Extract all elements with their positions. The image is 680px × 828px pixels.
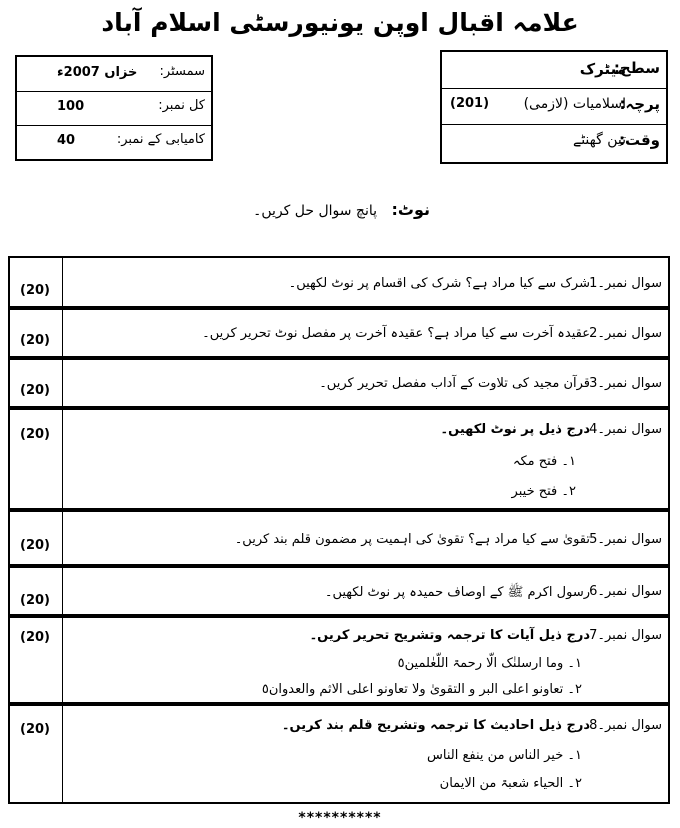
- semester-row: [17, 57, 211, 92]
- note-label: نوٹ:: [391, 200, 430, 219]
- pass-marks-row: [17, 125, 211, 159]
- sub-question: ۱۔ فتح مکہ: [512, 454, 576, 469]
- instructions-note: [253, 200, 430, 219]
- question-text: قرآن مجید کی تلاوت کے آداب مفصل تحریر کریں۔: [319, 376, 590, 391]
- page-title: علامہ اقبال اوپن یونیورسٹی اسلام آباد: [101, 8, 579, 37]
- course-info-box: [440, 50, 668, 164]
- question-marks: (20): [20, 593, 50, 608]
- question-marks: (20): [20, 538, 50, 553]
- question-marks: (20): [20, 283, 50, 298]
- paper-value: اسلامیات (لازمی): [523, 96, 626, 112]
- paper-code: (201): [450, 96, 490, 111]
- question-8: [8, 704, 670, 804]
- exam-info-box: [15, 55, 213, 161]
- question-number: سوال نمبر۔2: [589, 326, 662, 341]
- sub-question: ۱۔ خیر الناس من ینفع الناس: [427, 748, 582, 763]
- level-row: [442, 52, 666, 89]
- question-number: سوال نمبر۔4: [589, 422, 662, 437]
- level-value: میٹرک: [579, 60, 626, 78]
- pass-marks-value: 40: [57, 133, 76, 148]
- total-marks-label: کل نمبر:: [158, 98, 205, 113]
- paper-row: [442, 88, 666, 125]
- question-7: [8, 616, 670, 704]
- footer-stars: **********: [298, 810, 382, 826]
- question-3: [8, 358, 670, 408]
- question-text: درج ذیل آیات کا ترجمہ وتشریح تحریر کریں۔: [309, 628, 590, 643]
- total-marks-row: [17, 91, 211, 126]
- question-5: [8, 510, 670, 566]
- sub-question: ۲۔ الحیاء شعبۃ من الایمان: [439, 776, 582, 791]
- question-1: [8, 256, 670, 308]
- question-marks: (20): [20, 427, 50, 442]
- question-text: رسول اکرم ﷺ کے اوصاف حمیدہ پر نوٹ لکھیں۔: [324, 585, 590, 600]
- question-number: سوال نمبر۔6: [589, 584, 662, 599]
- sub-question: ۲۔ تعاونو اعلی البر و التقویٰ ولا تعاونو اعلی الاثم والعدوان٥: [261, 682, 582, 697]
- question-number: سوال نمبر۔1: [589, 276, 662, 291]
- time-row: [442, 124, 666, 160]
- semester-label: سمسٹر:: [159, 64, 205, 79]
- question-text: درج ذیل پر نوٹ لکھیں۔: [440, 422, 590, 437]
- sub-question: ۲۔ فتح خیبر: [511, 484, 576, 499]
- time-label: وقت:: [618, 131, 660, 149]
- question-number: سوال نمبر۔8: [589, 718, 662, 733]
- question-marks: (20): [20, 333, 50, 348]
- question-marks: (20): [20, 383, 50, 398]
- question-6: [8, 566, 670, 616]
- question-2: [8, 308, 670, 358]
- question-text: درج ذیل احادیث کا ترجمہ وتشریح قلم بند کریں۔: [281, 718, 590, 733]
- question-number: سوال نمبر۔3: [589, 376, 662, 391]
- question-4: [8, 408, 670, 510]
- pass-marks-label: کامیابی کے نمبر:: [116, 132, 205, 147]
- sub-question: ۱۔ وما ارسلنٰک الّا رحمۃ اللّعٰلمین٥: [397, 656, 582, 671]
- question-text: عقیدہ آخرت سے کیا مراد ہے؟ عقیدہ آخرت پر مفصل نوٹ تحریر کریں۔: [202, 326, 590, 341]
- question-text: تقویٰ سے کیا مراد ہے؟ تقویٰ کی اہمیت پر مضمون قلم بند کریں۔: [234, 532, 590, 547]
- question-text: شرک سے کیا مراد ہے؟ شرک کی اقسام پر نوٹ لکھیں۔: [288, 276, 590, 291]
- question-number: سوال نمبر۔5: [589, 532, 662, 547]
- note-text: پانچ سوال حل کریں۔: [253, 203, 378, 219]
- semester-value: خزاں 2007ء: [57, 65, 138, 80]
- question-marks: (20): [20, 630, 50, 645]
- total-marks-value: 100: [57, 99, 85, 114]
- question-marks: (20): [20, 722, 50, 737]
- level-label: سطح:: [613, 59, 660, 77]
- paper-label: پرچہ:: [619, 95, 660, 113]
- question-number: سوال نمبر۔7: [589, 628, 662, 643]
- time-value: تین گھنٹے: [573, 132, 626, 148]
